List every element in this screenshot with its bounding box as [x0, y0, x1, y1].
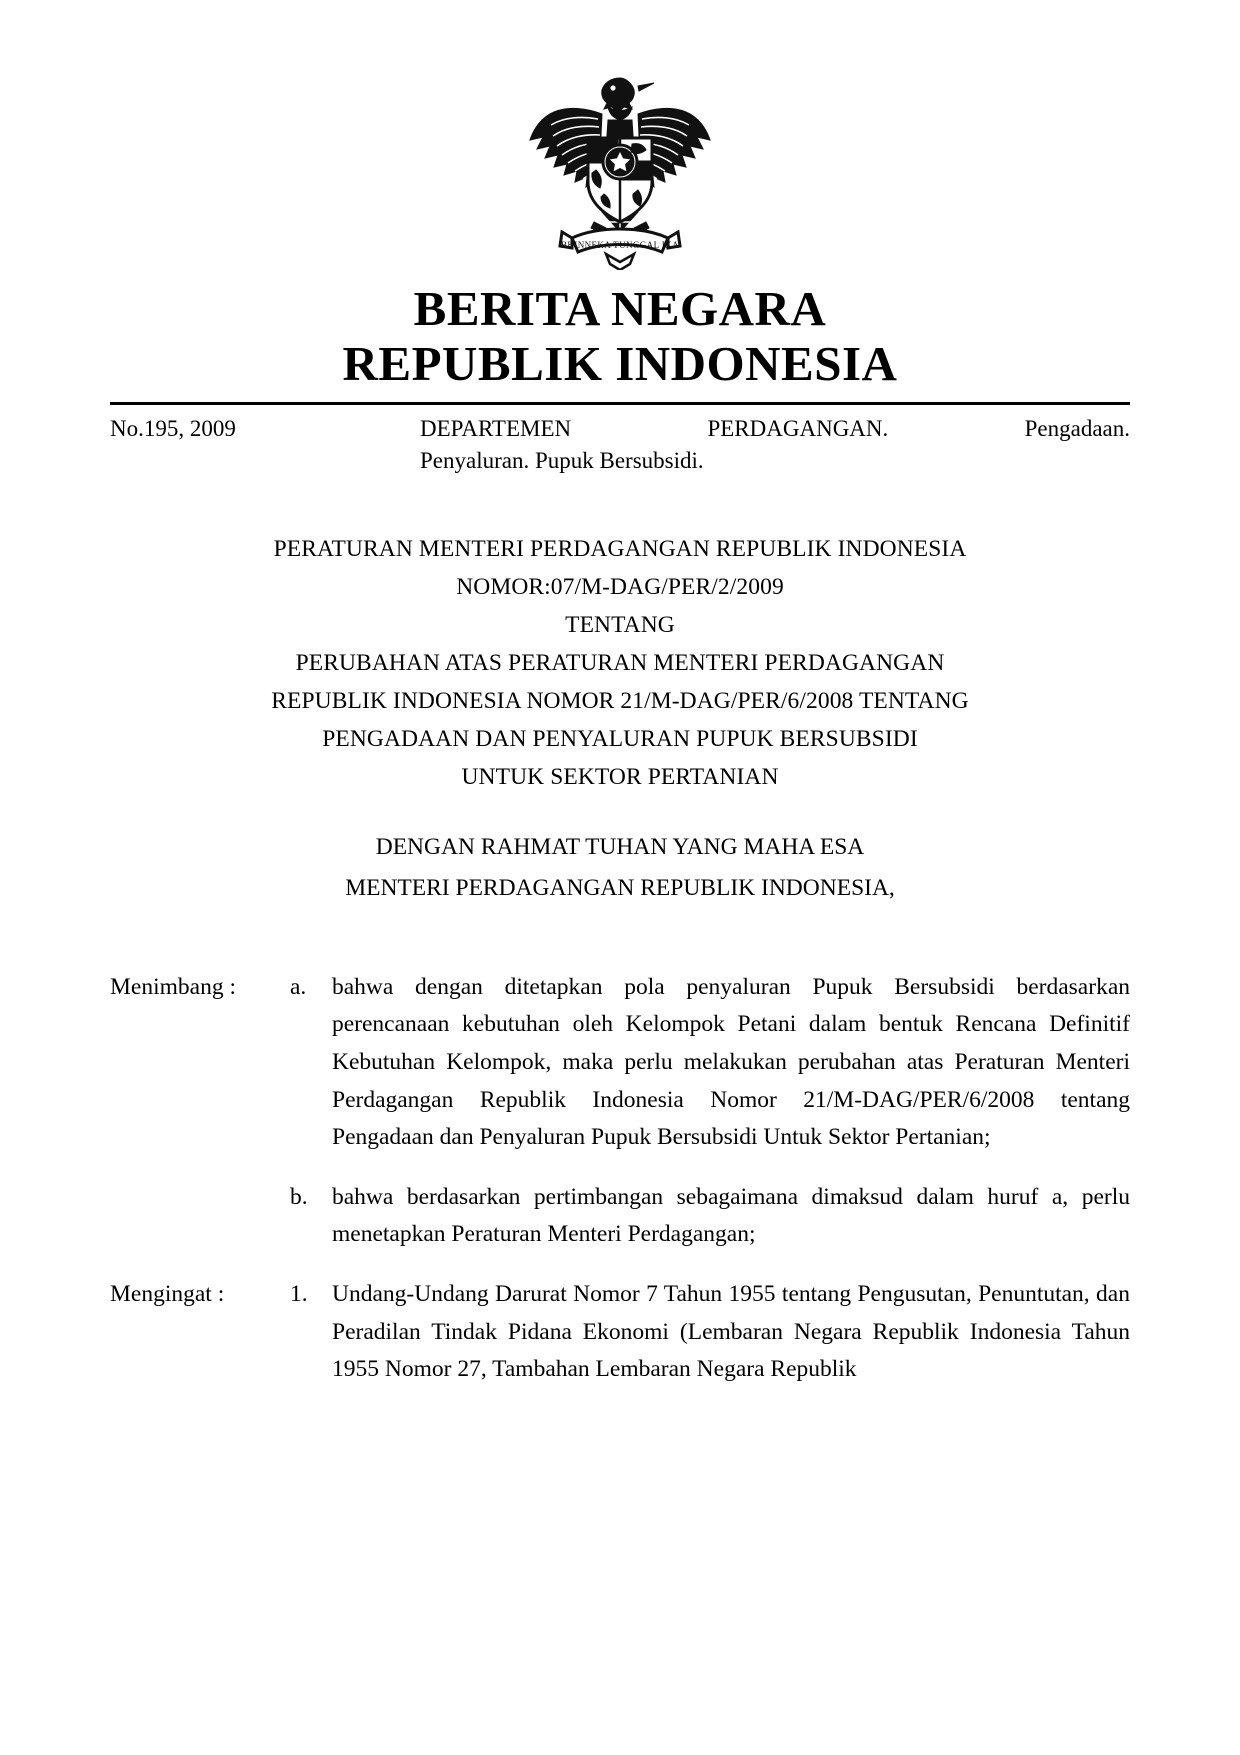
masthead-divider [110, 402, 1130, 405]
document-meta [110, 413, 1130, 478]
title-line-5: REPUBLIK INDONESIA NOMOR 21/M-DAG/PER/6/2008 TENTANG [271, 688, 969, 715]
svg-text:BHINNEKA TUNGGAL IKA: BHINNEKA TUNGGAL IKA [561, 240, 679, 250]
invocation-line-2: MENTERI PERDAGANGAN REPUBLIK INDONESIA, [345, 874, 895, 901]
masthead-line-2: REPUBLIK INDONESIA [342, 335, 898, 391]
regulation-title [110, 530, 1130, 796]
clause-mengingat-1 [110, 1276, 1130, 1389]
department-subject [420, 413, 1130, 478]
clause-label: Mengingat : [110, 1280, 225, 1307]
invocation-line-1: DENGAN RAHMAT TUHAN YANG MAHA ESA [375, 833, 865, 860]
title-line-3: TENTANG [565, 612, 675, 639]
department-subject-line-2: Penyaluran. Pupuk Bersubsidi. [420, 448, 704, 474]
clause-menimbang-a [110, 969, 1130, 1157]
clauses-section [110, 969, 1130, 1389]
garuda-pancasila-emblem [520, 62, 720, 270]
clause-text: Undang-Undang Darurat Nomor 7 Tahun 1955 tentang Pengusutan, Penuntutan, dan Peradilan Tindak Pidana Ekonomi (Lembaran Negara Republik Indonesia Tahun 1955 Nomor 27, Tambahan Lembaran Negara Republik [332, 1280, 1130, 1383]
title-line-6: PENGADAAN DAN PENYALURAN PUPUK BERSUBSIDI [322, 726, 918, 753]
clause-marker: 1. [290, 1280, 308, 1307]
invocation-block [110, 827, 1130, 909]
title-line-7: UNTUK SEKTOR PERTANIAN [461, 764, 779, 791]
emblem-container [110, 0, 1130, 270]
department-subject-line-1: DEPARTEMEN PERDAGANGAN. Pengadaan. [420, 415, 1130, 441]
title-line-2: NOMOR:07/M-DAG/PER/2/2009 [456, 574, 784, 601]
clause-marker: b. [290, 1183, 308, 1210]
clause-label: Menimbang : [110, 973, 236, 1000]
gazette-number: No.195, 2009 [110, 415, 236, 441]
clause-text: bahwa dengan ditetapkan pola penyaluran Pupuk Bersubsidi berdasarkan perencanaan kebutuhan oleh Kelompok Petani dalam bentuk Rencana Definitif Kebutuhan Kelompok, maka perlu melakukan perubahan atas Peraturan Menteri Perdagangan Republik Indonesia Nomor 21/M-DAG/PER/6/2008 tentang Pengadaan dan Penyaluran Pupuk Bersubsidi Untuk Sektor Pertanian; [332, 973, 1130, 1151]
title-line-4: PERUBAHAN ATAS PERATURAN MENTERI PERDAGANGAN [295, 650, 945, 677]
clause-menimbang-b [110, 1179, 1130, 1254]
masthead-line-1: BERITA NEGARA [413, 281, 827, 336]
clause-marker: a. [290, 973, 307, 1000]
clause-text: bahwa berdasarkan pertimbangan sebagaimana dimaksud dalam huruf a, perlu menetapkan Peraturan Menteri Perdagangan; [332, 1183, 1130, 1248]
masthead [110, 282, 1130, 392]
title-line-1: PERATURAN MENTERI PERDAGANGAN REPUBLIK INDONESIA [273, 536, 967, 563]
